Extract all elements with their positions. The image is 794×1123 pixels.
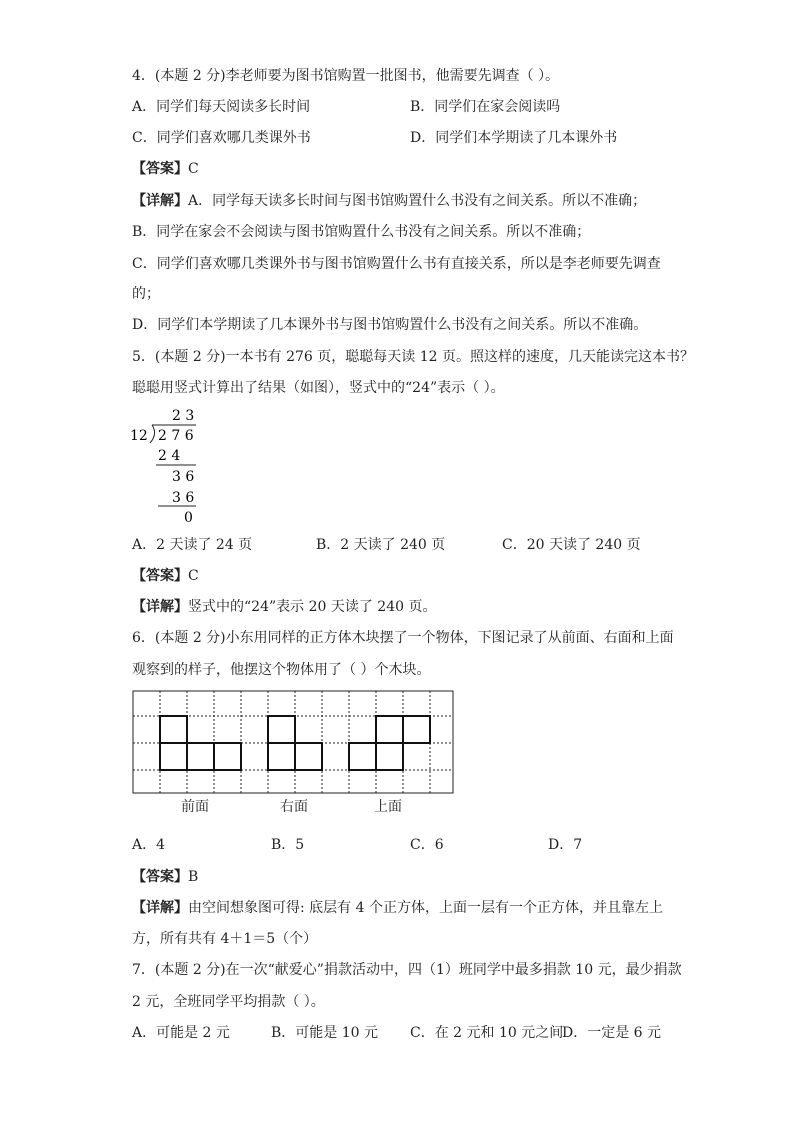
q4-explain-1 (132, 191, 646, 211)
top-view-shape (349, 716, 430, 770)
q5-option-a[interactable]: A．2 天读了 24 页 (132, 537, 253, 553)
q7-option-b[interactable]: B．可能是 10 元 (271, 1025, 379, 1041)
three-views-grid (130, 688, 456, 796)
q5-stem-1: 5．(本题 2 分)一本书有 276 页，聪聪每天读 12 页。照这样的速度，几天能读完这本书？ (132, 349, 694, 365)
q6-answer (132, 867, 198, 887)
division-quotient: 2 3 (172, 408, 195, 424)
q4-stem: 4．(本题 2 分)李老师要为图书馆购置一批图书，他需要先调查（ ）。 (132, 68, 560, 84)
q6-option-c[interactable]: C．6 (410, 837, 444, 853)
answer-label: 【答案】 (132, 568, 188, 584)
explain-label: 【详解】 (132, 193, 188, 209)
q4-option-b[interactable]: B．同学们在家会阅读吗 (410, 99, 561, 115)
answer-value: C (188, 568, 199, 584)
view-label-top: 上面 (374, 799, 402, 815)
answer-value: C (188, 161, 199, 177)
right-view-shape (268, 716, 322, 770)
q6-stem-1: 6．(本题 2 分)小东用同样的正方体木块摆了一个物体，下图记录了从前面、右面和上面 (132, 630, 674, 646)
q7-option-d[interactable]: D．一定是 6 元 (562, 1025, 662, 1041)
q5-option-b[interactable]: B．2 天读了 240 页 (316, 537, 446, 553)
division-dividend: 2 7 6 (158, 428, 194, 444)
q4-explain-3: C．同学们喜欢哪几类课外书与图书馆购置什么书有直接关系，所以是李老师要先调查 (132, 256, 661, 272)
q4-option-d[interactable]: D．同学们本学期读了几本课外书 (410, 130, 618, 146)
explain-text: 由空间想象图可得: 底层有 4 个正方体，上面一层有一个正方体，并且靠左上 (188, 900, 663, 916)
q5-stem-2: 聪聪用竖式计算出了结果（如图），竖式中的“24”表示（ ）。 (132, 380, 505, 396)
division-step3: 3 6 (172, 490, 195, 506)
q4-explain-5: D．同学们本学期读了几本课外书与图书馆购置什么书没有之间关系。所以不准确。 (132, 317, 648, 333)
explain-text: A．同学每天读多长时间与图书馆购置什么书没有之间关系。所以不准确； (188, 193, 647, 209)
q7-stem-2: 2 元，全班同学平均捐款（ ）。 (132, 994, 325, 1010)
q4-explain-4: 的； (132, 286, 160, 302)
answer-label: 【答案】 (132, 161, 188, 177)
division-step1: 2 4 (158, 448, 181, 464)
explain-label: 【详解】 (132, 900, 188, 916)
q5-option-c[interactable]: C．20 天读了 240 页 (502, 537, 641, 553)
q6-stem-2: 观察到的样子，他摆这个物体用了（ ）个木块。 (132, 662, 431, 678)
view-label-right: 右面 (280, 799, 308, 815)
q4-option-a[interactable]: A．同学们每天阅读多长时间 (132, 99, 311, 115)
q7-option-c[interactable]: C．在 2 元和 10 元之间 (410, 1025, 564, 1041)
explain-label: 【详解】 (132, 599, 188, 615)
q7-option-a[interactable]: A．可能是 2 元 (132, 1025, 230, 1041)
answer-value: B (188, 869, 199, 885)
q5-answer (132, 566, 199, 586)
q6-option-b[interactable]: B．5 (271, 837, 305, 853)
answer-label: 【答案】 (132, 869, 188, 885)
q6-explain-1 (132, 898, 663, 918)
q5-explain-1 (132, 597, 436, 617)
q4-answer (132, 159, 199, 179)
q4-explain-2: B．同学在家会不会阅读与图书馆购置什么书没有之间关系。所以不准确； (132, 224, 591, 240)
q7-stem-1: 7．(本题 2 分)在一次“献爱心”捐款活动中，四（1）班同学中最多捐款 10 元，最少捐款 (132, 962, 682, 978)
q6-explain-2: 方，所有共有 4＋1＝5（个） (132, 931, 318, 947)
explain-text: 竖式中的“24”表示 20 天读了 240 页。 (188, 599, 437, 615)
q4-option-c[interactable]: C．同学们喜欢哪几类课外书 (132, 130, 311, 146)
q6-option-d[interactable]: D．7 (548, 837, 583, 853)
division-divisor: 12 (130, 428, 148, 444)
view-label-front: 前面 (181, 799, 209, 815)
division-step2: 3 6 (172, 469, 195, 485)
long-division-figure (128, 402, 208, 528)
front-view-shape (160, 716, 241, 770)
q6-option-a[interactable]: A．4 (132, 837, 166, 853)
division-remainder: 0 (184, 510, 193, 526)
